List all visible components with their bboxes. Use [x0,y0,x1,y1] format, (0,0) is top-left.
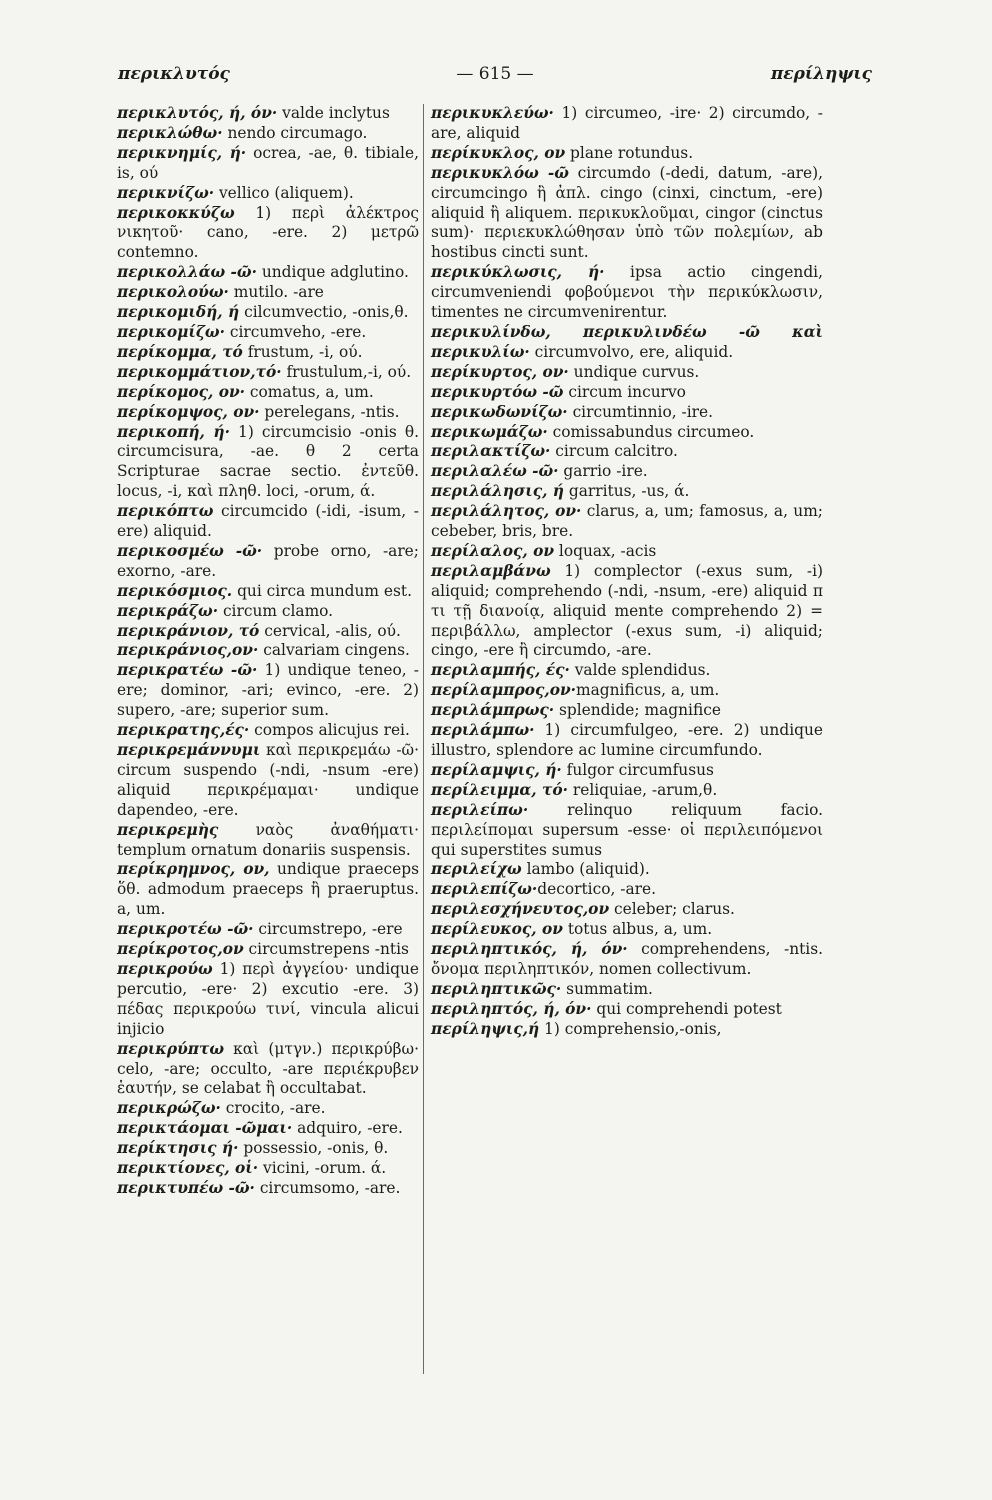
entry-headword: περικοκκύζω [117,203,235,222]
dictionary-entry [117,283,419,303]
entry-definition: valde inclytus [277,104,390,122]
entry-definition: lambo (aliquid). [521,860,650,879]
entry-definition: ipsa actio cingendi, circumveniendi φοβούμενοι τὴν περικύκλωσιν, timentes ne circumvenirentur. [431,263,823,322]
entry-definition: comatus, a, um. [245,382,374,401]
entry-definition: καὶ (μτγν.) περικρύβω· celo, -are; occulto, -are περιέκρυβεν ἑαυτήν, se celabat ἢ occultabat. [117,1039,419,1098]
entry-headword: περικομιδή, ή [117,303,240,322]
dictionary-entry [117,1179,419,1199]
entry-definition: comprehendens, -ntis. ὄνομα περιληπτικόν, nomen collectivum. [431,940,824,978]
entry-definition: 1) circumcisio -onis θ. circumcisura, -ae. θ 2 certa Scripturae sacrae sectio. ἐντεῦθ. locus, -i, καὶ πληθ. loci, -orum, ά. [117,422,419,501]
entry-headword: περιλάμπω· [431,721,535,740]
entry-definition: splendide; magnifice [554,701,721,720]
entry-headword: περιλαμπής, ές· [431,661,570,680]
dictionary-entry [431,462,823,482]
dictionary-entry [431,801,823,861]
entry-headword: περιλάλητος, ον· [431,502,582,521]
entry-headword: περικλυτός, ή, όν· [117,104,278,122]
entry-headword: περικρατέω -ῶ· [117,661,258,680]
dictionary-entry [117,423,419,503]
entry-definition: perelegans, -ntis. [259,402,400,421]
page-header [118,64,872,94]
entry-definition: circumcido (-idi, -isum, -ere) aliquid. [117,502,419,541]
dictionary-entry [431,482,823,502]
entry-definition: reliquiae, -arum,θ. [567,780,718,799]
entry-definition: ναὸς ἀναθήματι· templum ornatum donariis suspensis. [117,820,419,859]
entry-headword: περικράνιον, τό [117,621,260,640]
entry-headword: περικοπή, ή· [117,422,230,441]
dictionary-entry [431,502,823,542]
entry-definition: circumstrepens -ntis [243,940,409,959]
entry-definition: undique curvus. [568,362,700,381]
entry-definition: decortico, -are. [537,880,657,899]
entry-definition: loquax, -acis [554,541,657,560]
entry-definition: totus albus, a, um. [562,920,713,939]
entry-headword: περικρύπτω [117,1039,225,1058]
dictionary-entry [117,403,419,423]
entry-headword: περικυκλεύω· [431,104,554,122]
entry-headword: περικνίζω· [117,183,215,202]
dictionary-entry [431,701,823,721]
entry-definition: 1) undique teneo, -ere; dominor, -ari; evinco, -ere. 2) supero, -are; superior sum. [117,661,420,720]
entry-definition: possessio, -onis, θ. [238,1139,389,1158]
dictionary-entry [117,144,419,184]
entry-headword: περιληπτός, ή, όν· [431,999,592,1018]
entry-headword: περιλείχω [431,860,522,879]
entry-definition: circumvolvo, ere, aliquid. [529,342,734,361]
entry-definition: fulgor circumfusus [561,760,714,779]
page-number: — 615 — [456,64,534,84]
entry-headword: περίλειμμα, τό· [431,780,568,799]
entry-headword: περιλείπω· [431,800,529,819]
dictionary-entry [431,164,823,264]
entry-definition: vicini, -orum. ά. [258,1159,387,1178]
entry-headword: περικρατης,ές· [117,721,250,740]
entry-definition: vellico (aliquem). [214,183,354,202]
dictionary-entry [117,622,419,642]
column-divider [423,104,424,1374]
entry-headword: περίλαμπρος,ον· [431,681,577,700]
dictionary-entry [117,582,419,602]
entry-headword: περικτάομαι -ῶμαι· [117,1119,293,1138]
entry-definition: cilcumvectio, -onis,θ. [239,303,409,322]
entry-headword: περικρώζω· [117,1099,221,1118]
entry-headword: περιλαμβάνω [431,561,551,580]
dictionary-entry [431,542,823,562]
dictionary-entry [117,1159,419,1179]
entry-definition: magnificus, a, um. [576,681,720,700]
entry-definition: qui comprehendi potest [591,999,782,1018]
dictionary-entry [117,1119,419,1139]
entry-definition: circum calcitro. [550,442,678,461]
entry-definition: mutilo. -are [228,283,324,302]
dictionary-entry [431,661,823,681]
entry-headword: περικνημίς, ή· [117,143,247,162]
entry-headword: περικωμάζω· [431,422,548,441]
entry-headword: περίλαμψις, ή· [431,760,562,779]
entry-definition: circumdo (-dedi, datum, -are), circumcingo ἢ ἀπλ. cingo (cinxi, cinctum, -ere) aliquid ἢ aliquem. περικυκλοῦμαι, cingor (cinctus sum)· περιεκυκλώθησαν ὑπὸ τῶν πολεμίων, ab hostibus cincti sunt. [431,163,823,262]
entry-definition: calvariam cingens. [258,641,410,660]
entry-headword: περιληπτικῶς· [431,979,562,998]
dictionary-entry [431,781,823,801]
entry-definition: clarus, a, um; famosus, a, um; cebeber, bris, bre. [431,502,823,541]
entry-definition: undique adglutino. [256,263,409,282]
header-right-guideword: περίληψις [770,64,872,84]
dictionary-entry [117,940,419,960]
entry-headword: περικολλάω -ῶ· [117,263,257,282]
dictionary-entry [117,502,419,542]
dictionary-entry [431,104,823,144]
entry-definition: frustum, -i, ού. [242,342,363,361]
entry-headword: περιλάλησις, ή [431,482,564,501]
dictionary-entry [431,144,823,164]
dictionary-entry [117,343,419,363]
dictionary-entry [431,980,823,1000]
entry-definition: ocrea, -ae, θ. tibiale, is, ού [117,143,419,182]
entry-headword: περίκυκλος, ον [431,143,566,162]
dictionary-entry [117,1099,419,1119]
entry-definition: probe orno, -are; exorno, -are. [117,541,419,580]
dictionary-entry [117,184,419,204]
entry-definition: circumstrepo, -ere [253,920,403,939]
right-column [431,104,823,1040]
dictionary-entry [431,880,823,900]
entry-headword: περιλεπίζω· [431,880,538,899]
dictionary-entry [117,1139,419,1159]
entry-definition: circumtinnio, -ire. [567,402,713,421]
entry-headword: περίλευκος, ον [431,920,563,939]
entry-definition: frustulum,-i, ού. [281,362,412,381]
entry-definition: 1) circumeo, -ire· 2) circumdo, -are, aliquid [431,104,823,142]
dictionary-entry [117,124,419,144]
dictionary-entry [431,920,823,940]
entry-headword: περικωδωνίζω· [431,402,568,421]
dictionary-entry [117,303,419,323]
dictionary-entry [117,920,419,940]
dictionary-entry [117,1040,419,1100]
entry-definition: plane rotundus. [565,143,694,162]
dictionary-entry [431,383,823,403]
entry-headword: περικλώθω· [117,123,223,142]
dictionary-entry [117,741,419,821]
dictionary-entry [431,940,823,980]
entry-headword: περίκομμα, τό [117,342,243,361]
entry-definition: undique praeceps ὅθ. admodum praeceps ἢ praeruptus. a, um. [117,860,419,919]
dictionary-entry [117,721,419,741]
dictionary-entry [117,204,419,264]
entry-definition: circum clamo. [218,601,334,620]
entry-headword: περικρεμὴς [117,820,219,839]
dictionary-entry [117,383,419,403]
dictionary-entry [117,323,419,343]
entry-headword: περικολούω· [117,283,229,302]
dictionary-entry [431,681,823,701]
dictionary-entry [117,821,419,861]
entry-headword: περιλαλέω -ῶ· [431,462,559,481]
entry-headword: περικράζω· [117,601,219,620]
dictionary-entry [117,860,419,920]
dictionary-entry [431,442,823,462]
entry-headword: περικυρτόω -ῶ [431,382,564,401]
entry-headword: περιλάμπρως· [431,701,555,720]
entry-headword: περίκροτος,ον [117,940,244,959]
dictionary-entry [117,602,419,622]
entry-definition: compos alicujus rei. [249,721,410,740]
dictionary-entry [431,900,823,920]
entry-definition: adquiro, -ere. [292,1119,403,1138]
entry-headword: περικόπτω [117,502,214,521]
dictionary-entry [431,363,823,383]
entry-definition: nendo circumago. [222,123,368,142]
entry-definition: valde splendidus. [569,661,711,680]
dictionary-entry [117,263,419,283]
entry-definition: qui circa mundum est. [232,581,412,600]
entry-headword: περικρούω [117,959,213,978]
dictionary-entry [431,423,823,443]
dictionary-entry [117,542,419,582]
dictionary-entry [117,960,419,1040]
dictionary-entry [431,562,823,662]
entry-definition: καὶ περικρεμάω -ῶ· circum suspendo (-ndi, -nsum -ere) aliquid περικρέμαμαι· undique dapendeo, -ere. [117,741,419,819]
entry-definition: 1) περὶ ἀγγείου· undique percutio, -ere· 2) excutio -ere. 3) πέδας περικρούω τινί, vincula alicui injicio [117,959,419,1038]
entry-headword: περικοσμέω -ῶ· [117,541,263,560]
entry-definition: summatim. [561,979,653,998]
dictionary-entry [117,104,419,124]
entry-headword: περιλακτίζω· [431,442,551,461]
entry-headword: περίκομος, ον· [117,382,246,401]
entry-headword: περικύκλωσις, ή· [431,263,605,282]
left-column [117,104,419,1199]
dictionary-entry [431,721,823,761]
dictionary-entry [117,363,419,383]
entry-definition: garrio -ire. [558,462,648,481]
entry-definition: circumveho, -ere. [224,322,367,341]
entry-definition: cervical, -alis, ού. [259,621,401,640]
entry-headword: περικτυπέω -ῶ· [117,1178,255,1197]
dictionary-entry [431,323,823,363]
entry-definition: circum incurvo [563,382,686,401]
entry-headword: περίκομψος, ον· [117,402,260,421]
entry-headword: περικρεμάννυμι [117,741,261,759]
entry-headword: περίκρημνος, ον, [117,860,270,879]
entry-headword: περιληπτικός, ή, όν· [431,940,628,959]
entry-definition: 1) circumfulgeo, -ere. 2) undique illustro, splendore ac lumine circumfundo. [431,721,823,759]
entry-headword: περίκτησις ή· [117,1139,239,1158]
entry-definition: crocito, -are. [220,1099,326,1118]
entry-headword: περιλεσχήνευτος,ον [431,900,610,919]
entry-headword: περίκυρτος, ον· [431,362,569,381]
dictionary-entry [431,403,823,423]
entry-definition: 1) comprehensio,-onis, [539,1019,722,1038]
entry-headword: περικροτέω -ῶ· [117,920,254,939]
entry-headword: περικομίζω· [117,322,225,341]
dictionary-entry [117,661,419,721]
entry-definition: 1) περὶ ἀλέκτρος νικητοῦ· cano, -ere. 2) μετρῶ contemno. [117,203,419,262]
dictionary-entry [431,761,823,781]
entry-definition: comissabundus circumeo. [547,422,755,441]
dictionary-entry [431,860,823,880]
entry-definition: garritus, -us, ά. [564,482,690,501]
entry-definition: circumsomo, -are. [254,1178,401,1197]
header-left-guideword: περικλυτός [118,64,230,84]
dictionary-entry [117,641,419,661]
dictionary-entry [431,263,823,323]
entry-headword: περικτίονες, οἱ· [117,1159,259,1178]
entry-headword: περικομμάτιον,τό· [117,362,282,381]
entry-headword: περικυλίνδω, περικυλινδέω -ῶ καὶ περικυλίω· [431,322,823,361]
dictionary-entry [431,1020,823,1040]
entry-definition: relinquo reliquum facio. περιλείπομαι supersum -esse· οἱ περιλειπόμενοι qui superstites sumus [431,800,823,859]
entry-headword: περίληψις,ή [431,1019,540,1038]
entry-headword: περικόσμιος. [117,581,233,600]
entry-headword: περικυκλόω -ῶ [431,163,569,182]
entry-definition: celeber; clarus. [609,900,735,919]
dictionary-entry [431,1000,823,1020]
entry-definition: 1) complector (-exus sum, -i) aliquid; comprehendo (-ndi, -nsum, -ere) aliquid π τι τῇ διανοίᾳ, aliquid mente comprehendo 2) = περιβάλλω, amplector (-exus sum, -i) aliquid; cingo, -ere ἢ circumdo, -are. [431,561,823,660]
entry-headword: περίλαλος, ον [431,541,555,560]
entry-headword: περικράνιος,ον· [117,641,259,660]
